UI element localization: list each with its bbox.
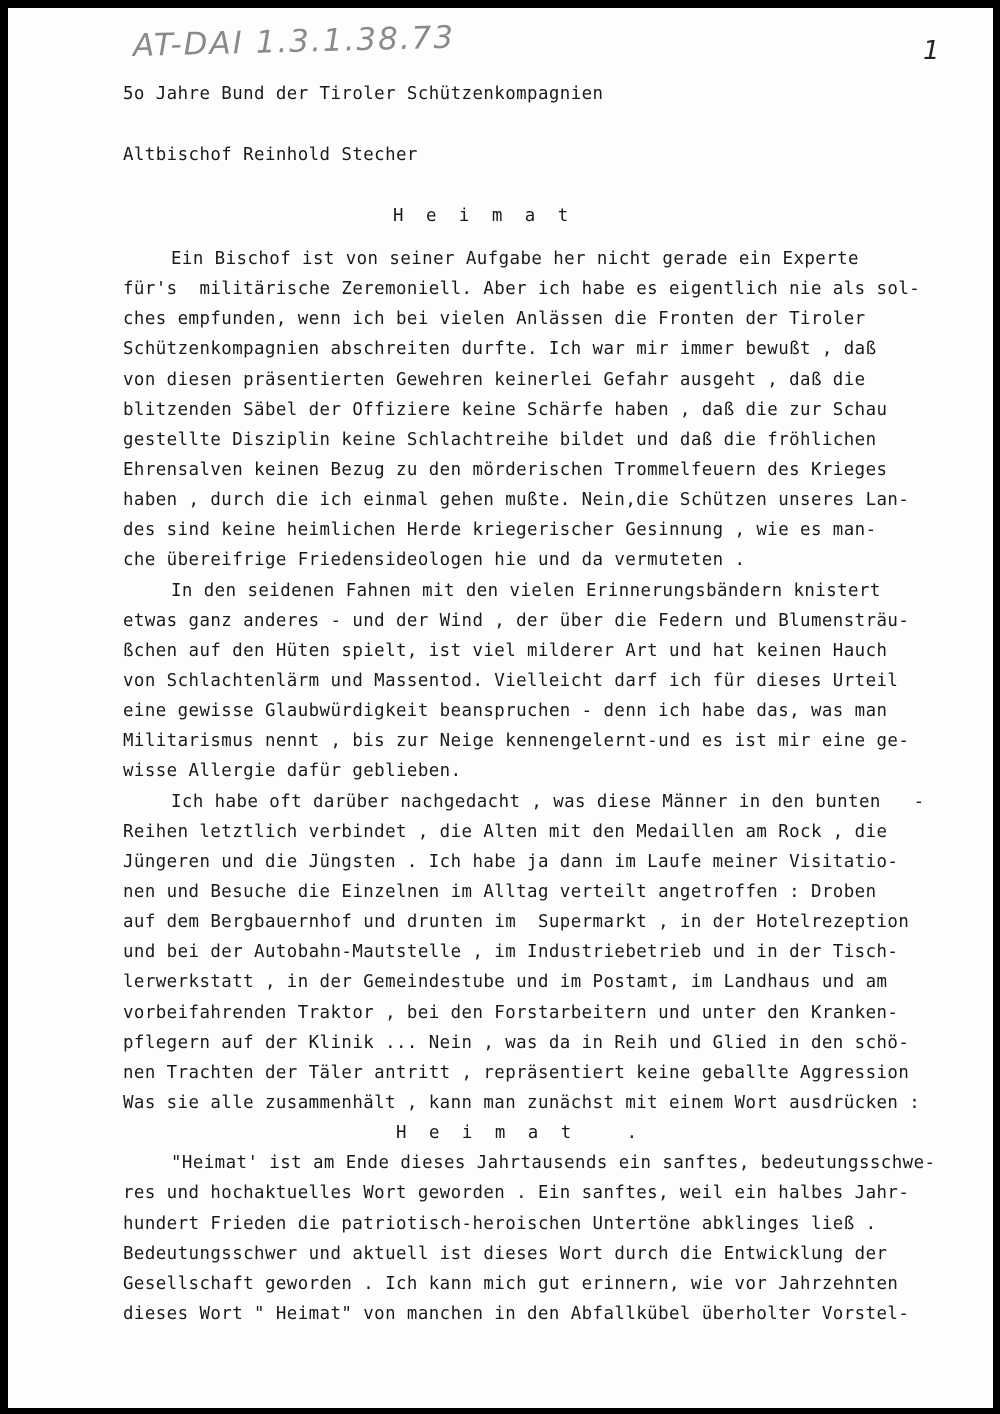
text-line: von diesen präsentierten Gewehren keinerlei Gefahr ausgeht , daß die xyxy=(123,369,866,390)
archive-reference-handwritten: AT-DAI 1.3.1.38.73 xyxy=(132,19,456,64)
text-line: res und hochaktuelles Wort geworden . Ein sanftes, weil ein halbes Jahr- xyxy=(123,1183,910,1204)
text-line: eine gewisse Glaubwürdigkeit beanspruchen - denn ich habe das, was man xyxy=(123,701,888,722)
text-line: nen und Besuche die Einzelnen im Alltag verteilt angetroffen : Droben xyxy=(123,881,877,902)
text-line: hundert Frieden die patriotisch-heroischen Untertöne abklinges ließ . xyxy=(123,1213,877,1234)
text-line: Gesellschaft geworden . Ich kann mich gut erinnern, wie vor Jahrzehnten xyxy=(123,1273,899,1294)
text-line: ches empfunden, wenn ich bei vielen Anlässen die Fronten der Tiroler xyxy=(123,309,866,330)
text-line: dieses Wort " Heimat" von manchen in den Abfallkübel überholter Vorstel- xyxy=(123,1303,910,1324)
text-line: etwas ganz anderes - und der Wind , der über die Federn und Blumensträu- xyxy=(123,610,910,631)
document-page xyxy=(8,8,993,1408)
section-heading: H e i m a t . xyxy=(396,1123,644,1144)
text-line: nen Trachten der Täler antritt , repräsentiert keine geballte Aggression xyxy=(123,1062,910,1083)
text-line: Was sie alle zusammenhält , kann man zunächst mit einem Wort ausdrücken : xyxy=(123,1092,921,1113)
text-line: des sind keine heimlichen Herde kriegerischer Gesinnung , wie es man- xyxy=(123,520,877,541)
text-line: Ich habe oft darüber nachgedacht , was diese Männer in den bunten - xyxy=(171,791,925,812)
event-title: 5o Jahre Bund der Tiroler Schützenkompagnien xyxy=(123,84,604,104)
text-line: gestellte Disziplin keine Schlachtreihe bildet und daß die fröhlichen xyxy=(123,429,877,450)
text-line: für's militärische Zeremoniell. Aber ich habe es eigentlich nie als sol- xyxy=(123,279,921,300)
text-line: che übereifrige Friedensideologen hie und da vermuteten . xyxy=(123,550,746,571)
text-line: Ein Bischof ist von seiner Aufgabe her nicht gerade ein Experte xyxy=(171,249,859,269)
text-line: von Schlachtenlärm und Massentod. Vielleicht darf ich für dieses Urteil xyxy=(123,670,899,691)
text-line: pflegern auf der Klinik ... Nein , was da in Reih und Glied in den schö- xyxy=(123,1032,910,1053)
text-line: auf dem Bergbauernhof und drunten im Supermarkt , in der Hotelrezeption xyxy=(123,912,910,933)
text-line: blitzenden Säbel der Offiziere keine Schärfe haben , daß die zur Schau xyxy=(123,399,888,420)
text-line: Militarismus nennt , bis zur Neige kennengelernt-und es ist mir eine ge- xyxy=(123,731,910,752)
text-line: Jüngeren und die Jüngsten . Ich habe ja dann im Laufe meiner Visitatio- xyxy=(123,851,899,872)
text-line: Bedeutungsschwer und aktuell ist dieses Wort durch die Entwicklung der xyxy=(123,1243,888,1264)
document-title: H e i m a t xyxy=(393,206,575,226)
text-line: und bei der Autobahn-Mautstelle , im Industriebetrieb und in der Tisch- xyxy=(123,942,899,963)
text-line: Ehrensalven keinen Bezug zu den mörderischen Trommelfeuern des Krieges xyxy=(123,459,888,480)
text-line: Schützenkompagnien abschreiten durfte. Ich war mir immer bewußt , daß xyxy=(123,339,877,360)
text-line: In den seidenen Fahnen mit den vielen Erinnerungsbändern knistert xyxy=(171,580,881,601)
text-line: wisse Allergie dafür geblieben. xyxy=(123,761,462,782)
text-line: ßchen auf den Hüten spielt, ist viel milderer Art und hat keinen Hauch xyxy=(123,640,888,661)
text-line: haben , durch die ich einmal gehen mußte. Nein,die Schützen unseres Lan- xyxy=(123,490,910,511)
body-text xyxy=(123,244,993,1329)
text-line: vorbeifahrenden Traktor , bei den Forstarbeitern und unter den Kranken- xyxy=(123,1002,899,1023)
page-number: 1 xyxy=(923,36,940,66)
text-line: "Heimat' ist am Ende dieses Jahrtausends ein sanftes, bedeutungsschwe- xyxy=(171,1153,936,1174)
text-line: Reihen letztlich verbindet , die Alten mit den Medaillen am Rock , die xyxy=(123,821,888,842)
text-line: lerwerkstatt , in der Gemeindestube und im Postamt, im Landhaus und am xyxy=(123,972,888,993)
author-name: Altbischof Reinhold Stecher xyxy=(123,145,418,165)
